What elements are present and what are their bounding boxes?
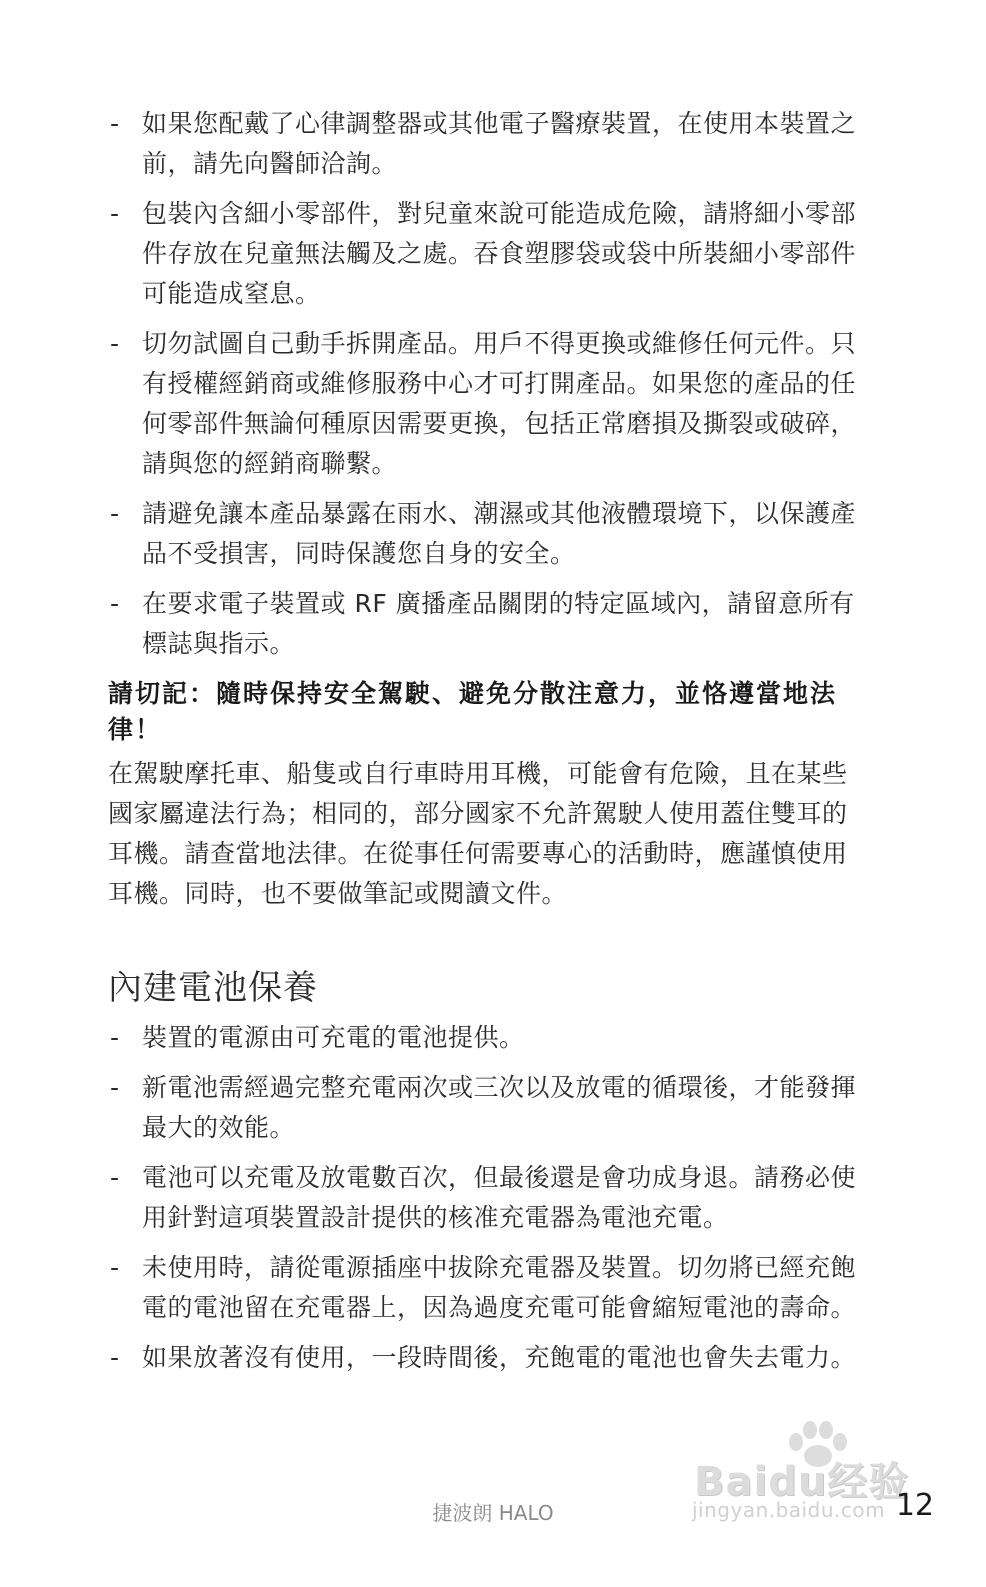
list-item-text: 裝置的電源由可充電的電池提供。 (142, 1023, 525, 1052)
list-item-text: 在要求電子裝置或 RF 廣播產品關閉的特定區域內，請留意所有標誌與指示。 (142, 589, 855, 658)
list-bullet: - (110, 1253, 120, 1282)
list-item (108, 104, 870, 184)
list-item-text: 電池可以充電及放電數百次，但最後還是會功成身退。請務必使用針對這項裝置設計提供的核准充電器為電池充電。 (142, 1163, 857, 1232)
list-item (108, 324, 870, 484)
list-item-text: 新電池需經過完整充電兩次或三次以及放電的循環後，才能發揮最大的效能。 (142, 1073, 857, 1142)
list-item (108, 584, 870, 664)
list-item-text: 如果放著沒有使用，一段時間後，充飽電的電池也會失去電力。 (142, 1343, 857, 1372)
list-item-text: 請避免讓本產品暴露在雨水、潮濕或其他液體環境下，以保護產品不受損害，同時保護您自身的安全。 (142, 499, 857, 568)
watermark-url: jingyan.baidu.com (692, 1498, 886, 1522)
list-item-text: 未使用時，請從電源插座中拔除充電器及裝置。切勿將已經充飽電的電池留在充電器上，因為過度充電可能會縮短電池的壽命。 (142, 1253, 857, 1322)
list-bullet: - (110, 499, 120, 528)
list-bullet: - (110, 109, 120, 138)
list-item (108, 1068, 870, 1148)
watermark-brand: Baidu经验 (694, 1459, 910, 1505)
footer-product: 捷波朗 HALO (432, 1501, 554, 1525)
list-item-text: 如果您配戴了心律調整器或其他電子醫療裝置，在使用本裝置之前，請先向醫師洽詢。 (142, 109, 857, 178)
section-title: 內建電池保養 (108, 968, 318, 1008)
battery-list (108, 1018, 870, 1378)
list-bullet: - (110, 329, 120, 358)
list-item-text: 包裝內含細小零部件，對兒童來說可能造成危險，請將細小零部件存放在兒童無法觸及之處。吞食塑膠袋或袋中所裝細小零部件可能造成窒息。 (142, 199, 857, 308)
list-bullet: - (110, 1163, 120, 1192)
list-bullet: - (110, 589, 120, 618)
list-bullet: - (110, 1023, 120, 1052)
list-item (108, 1018, 870, 1058)
list-item (108, 1248, 870, 1328)
list-item (108, 1338, 870, 1378)
list-item (108, 494, 870, 574)
safety-list (108, 104, 870, 664)
page-number: 12 (895, 1488, 934, 1523)
list-item (108, 194, 870, 314)
warning-body: 在駕駛摩托車、船隻或自行車時用耳機，可能會有危險，且在某些國家屬違法行為；相同的，部分國家不允許駕駛人使用蓋住雙耳的耳機。請查當地法律。在從事任何需要專心的活動時，應謹慎使用耳機。同時，也不要做筆記或閱讀文件。 (108, 759, 848, 908)
list-item (108, 1158, 870, 1238)
list-item-text: 切勿試圖自己動手拆開產品。用戶不得更換或維修任何元件。只有授權經銷商或維修服務中心才可打開產品。如果您的產品的任何零部件無論何種原因需要更換，包括正常磨損及撕裂或破碎，請與您的經銷商聯繫。 (142, 329, 857, 478)
list-bullet: - (110, 1343, 120, 1372)
list-bullet: - (110, 199, 120, 228)
page-content (108, 104, 870, 1388)
list-bullet: - (110, 1073, 120, 1102)
warning-heading: 請切記：隨時保持安全駕駛、避免分散注意力，並恪遵當地法律！ (108, 679, 838, 744)
